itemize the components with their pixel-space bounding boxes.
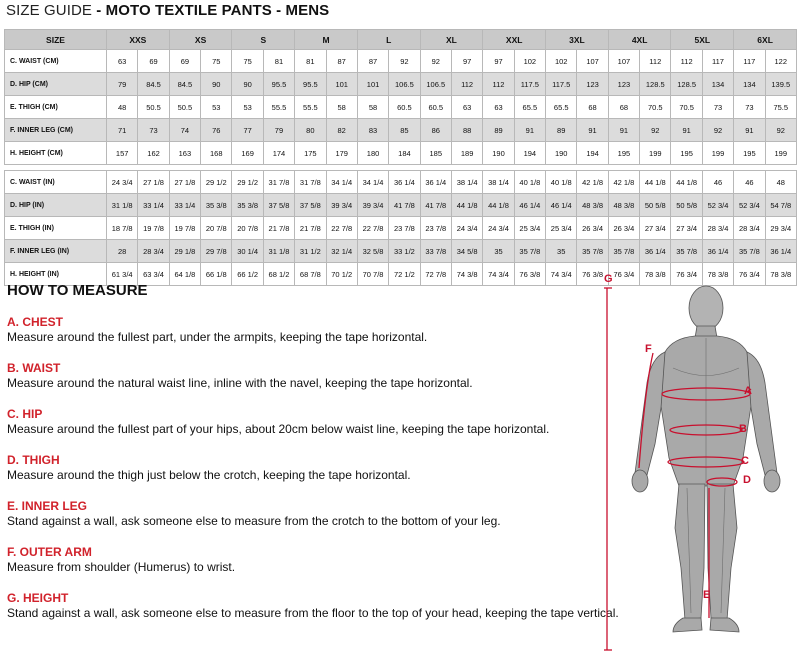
table-cell: 107 bbox=[577, 50, 608, 73]
size-header-5xl: 5XL bbox=[671, 30, 734, 50]
measure-description: Measure around the fullest part of your hips, about 20cm below waist line, keeping the tape horizontal. bbox=[7, 422, 550, 436]
table-cell: 50.5 bbox=[138, 96, 169, 119]
table-row bbox=[5, 73, 797, 96]
table-cell: 89 bbox=[546, 119, 577, 142]
table-cell: 117 bbox=[734, 50, 765, 73]
table-cell: 33 1/2 bbox=[389, 240, 420, 263]
title-main: - MOTO TEXTILE PANTS - MENS bbox=[92, 2, 330, 19]
table-cell: 72 1/2 bbox=[389, 263, 420, 286]
table-cell: 42 1/8 bbox=[608, 171, 639, 194]
table-cell: 50 5/8 bbox=[640, 194, 671, 217]
table-cell: 25 3/4 bbox=[546, 217, 577, 240]
label-a: A bbox=[744, 385, 752, 397]
table-cell: 195 bbox=[734, 142, 765, 165]
table-cell: 199 bbox=[702, 142, 733, 165]
table-cell: 69 bbox=[138, 50, 169, 73]
measure-description: Stand against a wall, ask someone else to measure from the crotch to the bottom of your leg. bbox=[7, 514, 501, 528]
table-cell: 55.5 bbox=[263, 96, 294, 119]
table-cell: 194 bbox=[514, 142, 545, 165]
size-header-row bbox=[5, 30, 797, 50]
table-cell: 48 bbox=[765, 171, 796, 194]
size-header-s: S bbox=[232, 30, 295, 50]
table-cell: 34 5/8 bbox=[451, 240, 482, 263]
row-label: H. HEIGHT (IN) bbox=[5, 263, 107, 286]
table-cell: 162 bbox=[138, 142, 169, 165]
table-row bbox=[5, 119, 797, 142]
table-cell: 35 7/8 bbox=[734, 240, 765, 263]
table-cell: 34 1/4 bbox=[357, 171, 388, 194]
table-cell: 54 7/8 bbox=[765, 194, 796, 217]
size-header-l: L bbox=[357, 30, 420, 50]
size-table bbox=[4, 29, 797, 286]
table-cell: 180 bbox=[357, 142, 388, 165]
table-cell: 36 1/4 bbox=[420, 171, 451, 194]
table-cell: 92 bbox=[765, 119, 796, 142]
table-cell: 71 bbox=[107, 119, 138, 142]
table-cell: 65.5 bbox=[546, 96, 577, 119]
measure-item-waist bbox=[7, 361, 473, 391]
table-cell: 61 3/4 bbox=[107, 263, 138, 286]
size-header-label: SIZE bbox=[5, 30, 107, 50]
table-cell: 19 7/8 bbox=[138, 217, 169, 240]
table-cell: 68 1/2 bbox=[263, 263, 294, 286]
table-cell: 102 bbox=[514, 50, 545, 73]
table-cell: 185 bbox=[420, 142, 451, 165]
table-cell: 102 bbox=[546, 50, 577, 73]
table-cell: 37 5/8 bbox=[295, 194, 326, 217]
table-cell: 70 1/2 bbox=[326, 263, 357, 286]
row-label: D. HIP (CM) bbox=[5, 73, 107, 96]
table-cell: 97 bbox=[483, 50, 514, 73]
table-cell: 78 3/8 bbox=[765, 263, 796, 286]
table-cell: 134 bbox=[734, 73, 765, 96]
measure-description: Measure from shoulder (Humerus) to wrist. bbox=[7, 560, 236, 574]
table-cell: 87 bbox=[326, 50, 357, 73]
table-cell: 40 1/8 bbox=[514, 171, 545, 194]
measure-item-thigh bbox=[7, 453, 411, 483]
table-cell: 84.5 bbox=[138, 73, 169, 96]
measure-heading: G. HEIGHT bbox=[7, 591, 69, 605]
table-cell: 89 bbox=[483, 119, 514, 142]
table-row bbox=[5, 217, 797, 240]
table-cell: 24 3/4 bbox=[451, 217, 482, 240]
table-cell: 91 bbox=[734, 119, 765, 142]
table-cell: 74 3/4 bbox=[483, 263, 514, 286]
table-cell: 112 bbox=[640, 50, 671, 73]
table-cell: 75 bbox=[201, 50, 232, 73]
table-cell: 28 3/4 bbox=[702, 217, 733, 240]
table-cell: 50 5/8 bbox=[671, 194, 702, 217]
table-cell: 48 bbox=[107, 96, 138, 119]
table-cell: 195 bbox=[608, 142, 639, 165]
table-cell: 26 3/4 bbox=[577, 217, 608, 240]
table-row bbox=[5, 142, 797, 165]
table-cell: 21 7/8 bbox=[263, 217, 294, 240]
table-cell: 35 bbox=[483, 240, 514, 263]
table-cell: 26 3/4 bbox=[608, 217, 639, 240]
table-cell: 73 bbox=[734, 96, 765, 119]
table-cell: 29 1/8 bbox=[169, 240, 200, 263]
table-cell: 88 bbox=[451, 119, 482, 142]
row-label: F. INNER LEG (CM) bbox=[5, 119, 107, 142]
table-cell: 77 bbox=[232, 119, 263, 142]
measure-heading: A. CHEST bbox=[7, 315, 64, 329]
table-cell: 123 bbox=[608, 73, 639, 96]
table-cell: 46 1/4 bbox=[514, 194, 545, 217]
table-cell: 91 bbox=[671, 119, 702, 142]
table-cell: 27 1/8 bbox=[169, 171, 200, 194]
measure-item-inner-leg bbox=[7, 499, 501, 529]
table-cell: 82 bbox=[326, 119, 357, 142]
table-cell: 23 7/8 bbox=[389, 217, 420, 240]
table-cell: 107 bbox=[608, 50, 639, 73]
table-cell: 46 bbox=[702, 171, 733, 194]
table-cell: 33 1/4 bbox=[169, 194, 200, 217]
measure-item-height bbox=[7, 591, 619, 621]
table-cell: 84.5 bbox=[169, 73, 200, 96]
body-measure-figure bbox=[603, 268, 800, 652]
table-cell: 92 bbox=[640, 119, 671, 142]
table-cell: 35 7/8 bbox=[671, 240, 702, 263]
table-cell: 35 7/8 bbox=[608, 240, 639, 263]
table-cell: 23 7/8 bbox=[420, 217, 451, 240]
table-cell: 112 bbox=[451, 73, 482, 96]
table-cell: 179 bbox=[326, 142, 357, 165]
table-cell: 86 bbox=[420, 119, 451, 142]
table-cell: 32 5/8 bbox=[357, 240, 388, 263]
table-cell: 35 3/8 bbox=[232, 194, 263, 217]
row-label: F. INNER LEG (IN) bbox=[5, 240, 107, 263]
table-cell: 20 7/8 bbox=[201, 217, 232, 240]
table-cell: 55.5 bbox=[295, 96, 326, 119]
table-cell: 194 bbox=[577, 142, 608, 165]
table-cell: 33 7/8 bbox=[420, 240, 451, 263]
table-cell: 184 bbox=[389, 142, 420, 165]
table-cell: 41 7/8 bbox=[420, 194, 451, 217]
table-cell: 95.5 bbox=[263, 73, 294, 96]
table-cell: 28 3/4 bbox=[138, 240, 169, 263]
table-cell: 24 3/4 bbox=[107, 171, 138, 194]
table-cell: 27 3/4 bbox=[640, 217, 671, 240]
measure-heading: E. INNER LEG bbox=[7, 499, 88, 513]
table-cell: 134 bbox=[702, 73, 733, 96]
table-cell: 76 bbox=[201, 119, 232, 142]
table-cell: 75 bbox=[232, 50, 263, 73]
table-row bbox=[5, 240, 797, 263]
table-cell: 117.5 bbox=[514, 73, 545, 96]
measure-heading: C. HIP bbox=[7, 407, 43, 421]
table-cell: 95.5 bbox=[295, 73, 326, 96]
size-header-m: M bbox=[295, 30, 358, 50]
measure-item-hip bbox=[7, 407, 549, 437]
measure-heading: D. THIGH bbox=[7, 453, 60, 467]
table-cell: 128.5 bbox=[671, 73, 702, 96]
table-cell: 65.5 bbox=[514, 96, 545, 119]
table-cell: 157 bbox=[107, 142, 138, 165]
table-cell: 53 bbox=[201, 96, 232, 119]
table-cell: 169 bbox=[232, 142, 263, 165]
table-cell: 40 1/8 bbox=[546, 171, 577, 194]
table-cell: 199 bbox=[765, 142, 796, 165]
table-cell: 38 1/4 bbox=[451, 171, 482, 194]
table-cell: 39 3/4 bbox=[357, 194, 388, 217]
table-cell: 48 3/8 bbox=[577, 194, 608, 217]
table-cell: 190 bbox=[483, 142, 514, 165]
table-cell: 101 bbox=[326, 73, 357, 96]
table-cell: 35 3/8 bbox=[201, 194, 232, 217]
size-header-3xl: 3XL bbox=[546, 30, 609, 50]
row-label: C. WAIST (CM) bbox=[5, 50, 107, 73]
table-cell: 37 5/8 bbox=[263, 194, 294, 217]
label-b: B bbox=[739, 423, 747, 435]
table-cell: 92 bbox=[389, 50, 420, 73]
measure-description: Measure around the fullest part, under the armpits, keeping the tape horizontal. bbox=[7, 330, 428, 344]
size-header-xxs: XXS bbox=[107, 30, 170, 50]
table-cell: 29 3/4 bbox=[765, 217, 796, 240]
table-row bbox=[5, 50, 797, 73]
table-cell: 74 3/8 bbox=[451, 263, 482, 286]
table-cell: 76 3/8 bbox=[514, 263, 545, 286]
table-cell: 29 7/8 bbox=[201, 240, 232, 263]
measure-description: Measure around the natural waist line, inline with the navel, keeping the tape horizontal. bbox=[7, 376, 473, 390]
row-label: H. HEIGHT (CM) bbox=[5, 142, 107, 165]
table-cell: 58 bbox=[357, 96, 388, 119]
size-header-xs: XS bbox=[169, 30, 232, 50]
table-cell: 85 bbox=[389, 119, 420, 142]
measure-heading: B. WAIST bbox=[7, 361, 61, 375]
table-cell: 22 7/8 bbox=[357, 217, 388, 240]
table-cell: 25 3/4 bbox=[514, 217, 545, 240]
table-cell: 92 bbox=[420, 50, 451, 73]
table-row bbox=[5, 171, 797, 194]
table-cell: 70.5 bbox=[671, 96, 702, 119]
table-cell: 28 bbox=[107, 240, 138, 263]
table-cell: 44 1/8 bbox=[671, 171, 702, 194]
table-cell: 36 1/4 bbox=[702, 240, 733, 263]
table-cell: 69 bbox=[169, 50, 200, 73]
table-cell: 83 bbox=[357, 119, 388, 142]
table-row bbox=[5, 194, 797, 217]
table-cell: 27 3/4 bbox=[671, 217, 702, 240]
table-cell: 44 1/8 bbox=[640, 171, 671, 194]
table-cell: 80 bbox=[295, 119, 326, 142]
table-cell: 87 bbox=[357, 50, 388, 73]
row-label: D. HIP (IN) bbox=[5, 194, 107, 217]
table-cell: 139.5 bbox=[765, 73, 796, 96]
title-prefix: SIZE GUIDE bbox=[6, 2, 93, 19]
table-cell: 60.5 bbox=[420, 96, 451, 119]
table-cell: 97 bbox=[451, 50, 482, 73]
size-header-xl: XL bbox=[420, 30, 483, 50]
measure-item-chest bbox=[7, 315, 427, 345]
how-to-measure-title: HOW TO MEASURE bbox=[7, 282, 148, 299]
table-cell: 52 3/4 bbox=[702, 194, 733, 217]
table-cell: 52 3/4 bbox=[734, 194, 765, 217]
table-cell: 29 1/2 bbox=[232, 171, 263, 194]
table-cell: 78 3/8 bbox=[640, 263, 671, 286]
table-cell: 190 bbox=[546, 142, 577, 165]
measure-heading: F. OUTER ARM bbox=[7, 545, 92, 559]
table-cell: 81 bbox=[295, 50, 326, 73]
table-cell: 68 bbox=[608, 96, 639, 119]
row-label: E. THIGH (CM) bbox=[5, 96, 107, 119]
table-cell: 91 bbox=[577, 119, 608, 142]
table-cell: 24 3/4 bbox=[483, 217, 514, 240]
table-cell: 19 7/8 bbox=[169, 217, 200, 240]
table-cell: 36 1/4 bbox=[765, 240, 796, 263]
table-cell: 106.5 bbox=[389, 73, 420, 96]
table-cell: 68 7/8 bbox=[295, 263, 326, 286]
table-cell: 38 1/4 bbox=[483, 171, 514, 194]
table-cell: 35 7/8 bbox=[514, 240, 545, 263]
table-cell: 74 3/4 bbox=[546, 263, 577, 286]
table-cell: 44 1/8 bbox=[483, 194, 514, 217]
table-cell: 175 bbox=[295, 142, 326, 165]
table-cell: 34 1/4 bbox=[326, 171, 357, 194]
table-cell: 163 bbox=[169, 142, 200, 165]
measure-description: Measure around the thigh just below the crotch, keeping the tape horizontal. bbox=[7, 468, 411, 482]
table-cell: 70 7/8 bbox=[357, 263, 388, 286]
table-cell: 31 7/8 bbox=[263, 171, 294, 194]
table-cell: 35 7/8 bbox=[577, 240, 608, 263]
table-cell: 195 bbox=[671, 142, 702, 165]
table-cell: 50.5 bbox=[169, 96, 200, 119]
table-cell: 22 7/8 bbox=[326, 217, 357, 240]
table-cell: 42 1/8 bbox=[577, 171, 608, 194]
table-cell: 73 bbox=[138, 119, 169, 142]
row-label: C. WAIST (IN) bbox=[5, 171, 107, 194]
table-cell: 36 1/4 bbox=[640, 240, 671, 263]
table-cell: 128.5 bbox=[640, 73, 671, 96]
table-cell: 36 1/4 bbox=[389, 171, 420, 194]
table-cell: 63 bbox=[483, 96, 514, 119]
table-cell: 64 1/8 bbox=[169, 263, 200, 286]
table-cell: 33 1/4 bbox=[138, 194, 169, 217]
table-cell: 28 3/4 bbox=[734, 217, 765, 240]
table-cell: 78 3/8 bbox=[702, 263, 733, 286]
table-cell: 117.5 bbox=[546, 73, 577, 96]
label-f: F bbox=[645, 343, 652, 355]
table-cell: 39 3/4 bbox=[326, 194, 357, 217]
table-cell: 73 bbox=[702, 96, 733, 119]
table-cell: 68 bbox=[577, 96, 608, 119]
table-cell: 27 1/8 bbox=[138, 171, 169, 194]
table-cell: 122 bbox=[765, 50, 796, 73]
table-cell: 168 bbox=[201, 142, 232, 165]
page-title bbox=[6, 1, 329, 21]
table-cell: 112 bbox=[671, 50, 702, 73]
table-cell: 46 bbox=[734, 171, 765, 194]
table-cell: 76 3/4 bbox=[671, 263, 702, 286]
table-cell: 112 bbox=[483, 73, 514, 96]
table-cell: 31 1/8 bbox=[107, 194, 138, 217]
table-cell: 76 3/8 bbox=[577, 263, 608, 286]
label-g: G bbox=[604, 273, 613, 285]
measure-description: Stand against a wall, ask someone else to measure from the floor to the top of your head, keeping the tape vertical. bbox=[7, 606, 619, 620]
table-cell: 30 1/4 bbox=[232, 240, 263, 263]
table-cell: 91 bbox=[514, 119, 545, 142]
table-cell: 72 7/8 bbox=[420, 263, 451, 286]
label-d: D bbox=[743, 474, 751, 486]
table-cell: 90 bbox=[201, 73, 232, 96]
table-cell: 79 bbox=[107, 73, 138, 96]
table-cell: 18 7/8 bbox=[107, 217, 138, 240]
table-cell: 31 7/8 bbox=[295, 171, 326, 194]
table-cell: 31 1/8 bbox=[263, 240, 294, 263]
size-table-body bbox=[5, 50, 797, 286]
size-header-6xl: 6XL bbox=[734, 30, 797, 50]
table-cell: 63 bbox=[451, 96, 482, 119]
table-cell: 81 bbox=[263, 50, 294, 73]
table-cell: 75.5 bbox=[765, 96, 796, 119]
table-cell: 53 bbox=[232, 96, 263, 119]
table-cell: 174 bbox=[263, 142, 294, 165]
table-cell: 29 1/2 bbox=[201, 171, 232, 194]
table-cell: 123 bbox=[577, 73, 608, 96]
table-cell: 76 3/4 bbox=[734, 263, 765, 286]
measure-item-outer-arm bbox=[7, 545, 235, 575]
table-cell: 48 3/8 bbox=[608, 194, 639, 217]
body-figure-svg bbox=[603, 268, 800, 652]
table-cell: 76 3/4 bbox=[608, 263, 639, 286]
size-header-xxl: XXL bbox=[483, 30, 546, 50]
table-cell: 91 bbox=[608, 119, 639, 142]
table-cell: 46 1/4 bbox=[546, 194, 577, 217]
table-cell: 41 7/8 bbox=[389, 194, 420, 217]
table-cell: 31 1/2 bbox=[295, 240, 326, 263]
table-cell: 101 bbox=[357, 73, 388, 96]
table-cell: 90 bbox=[232, 73, 263, 96]
table-cell: 66 1/2 bbox=[232, 263, 263, 286]
table-row bbox=[5, 96, 797, 119]
table-cell: 74 bbox=[169, 119, 200, 142]
table-cell: 44 1/8 bbox=[451, 194, 482, 217]
table-cell: 20 7/8 bbox=[232, 217, 263, 240]
label-e: E bbox=[703, 589, 711, 601]
table-cell: 60.5 bbox=[389, 96, 420, 119]
size-header-4xl: 4XL bbox=[608, 30, 671, 50]
table-cell: 199 bbox=[640, 142, 671, 165]
table-cell: 63 3/4 bbox=[138, 263, 169, 286]
table-cell: 66 1/8 bbox=[201, 263, 232, 286]
table-cell: 35 bbox=[546, 240, 577, 263]
row-label: E. THIGH (IN) bbox=[5, 217, 107, 240]
table-cell: 32 1/4 bbox=[326, 240, 357, 263]
table-cell: 21 7/8 bbox=[295, 217, 326, 240]
table-cell: 189 bbox=[451, 142, 482, 165]
table-cell: 106.5 bbox=[420, 73, 451, 96]
table-cell: 63 bbox=[107, 50, 138, 73]
table-cell: 79 bbox=[263, 119, 294, 142]
table-cell: 70.5 bbox=[640, 96, 671, 119]
table-cell: 58 bbox=[326, 96, 357, 119]
table-cell: 117 bbox=[702, 50, 733, 73]
label-c: C bbox=[741, 455, 749, 467]
table-cell: 92 bbox=[702, 119, 733, 142]
